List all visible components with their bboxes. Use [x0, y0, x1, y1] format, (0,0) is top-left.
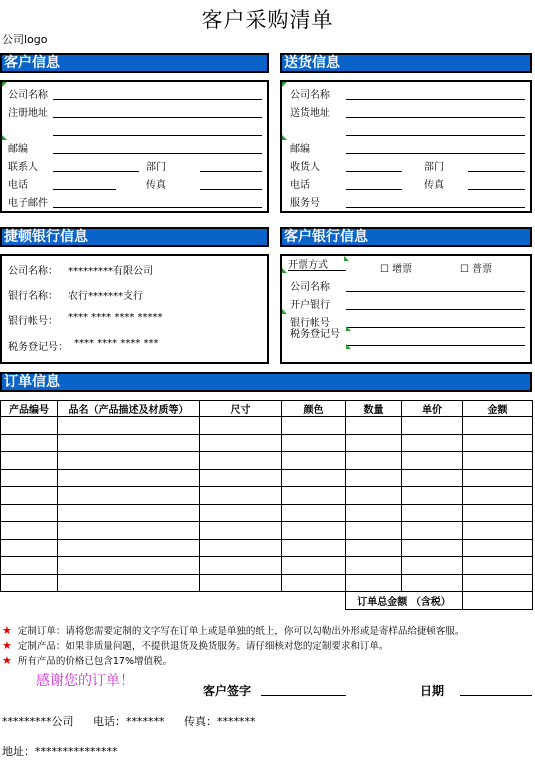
customer-info-box — [0, 80, 269, 213]
note-custom-product — [2, 638, 388, 652]
table-cell[interactable] — [1, 574, 58, 592]
table-cell[interactable] — [402, 487, 463, 505]
note-text: 定制产品：如果非质量问题，不提供退货及换货服务。请仔细核对您的定制要求和订单。 — [17, 641, 389, 652]
customer-email-label: 电子邮件 — [8, 198, 48, 209]
delivery-fax-label: 传真 — [424, 180, 444, 191]
cell-marker — [344, 256, 349, 261]
col-size: 尺寸 — [200, 401, 282, 417]
table-cell[interactable] — [346, 557, 402, 575]
table-cell[interactable] — [463, 574, 533, 592]
col-quantity: 数量 — [346, 401, 402, 417]
table-row — [1, 539, 533, 557]
customer-bank-box — [280, 254, 532, 364]
table-cell[interactable] — [282, 522, 346, 540]
customer-fax-field[interactable] — [200, 189, 262, 190]
table-cell[interactable] — [282, 574, 346, 592]
table-cell[interactable] — [402, 469, 463, 487]
table-cell[interactable] — [58, 469, 200, 487]
footer-company: *********公司 — [2, 715, 74, 728]
invoice-type-field[interactable] — [288, 270, 346, 271]
cbank-tax-field[interactable] — [346, 345, 525, 346]
jiedun-company-label: 公司名称： — [8, 266, 58, 277]
table-cell[interactable] — [58, 487, 200, 505]
customer-address-field-2[interactable] — [53, 135, 262, 136]
customer-zip-label: 邮编 — [8, 144, 28, 155]
table-cell[interactable] — [282, 557, 346, 575]
cell-marker — [2, 135, 7, 140]
table-cell[interactable] — [463, 469, 533, 487]
star-icon: ★ — [2, 624, 12, 637]
customer-address-label: 注册地址 — [8, 108, 48, 119]
col-amount: 金额 — [463, 401, 533, 417]
table-row — [1, 574, 533, 592]
order-total-spacer — [1, 592, 346, 610]
customer-company-field[interactable] — [53, 99, 262, 100]
table-row — [1, 452, 533, 470]
delivery-address-label: 送货地址 — [290, 108, 330, 119]
cbank-tax-label: 税务登记号 — [290, 329, 340, 340]
thank-you-message: 感谢您的订单！ — [36, 673, 134, 689]
table-cell[interactable] — [282, 434, 346, 452]
star-icon: ★ — [2, 654, 12, 667]
table-cell[interactable] — [200, 557, 282, 575]
table-cell[interactable] — [1, 417, 58, 435]
delivery-dept-field[interactable] — [468, 171, 525, 172]
table-cell[interactable] — [58, 504, 200, 522]
note-text: 所有产品的价格已包含17%增值税。 — [17, 656, 172, 667]
table-cell[interactable] — [463, 539, 533, 557]
delivery-company-label: 公司名称 — [290, 90, 330, 101]
table-cell[interactable] — [58, 557, 200, 575]
table-cell[interactable] — [463, 452, 533, 470]
table-cell[interactable] — [463, 417, 533, 435]
invoice-type-label: 开票方式 — [288, 260, 328, 271]
customer-info-header: 客户信息 — [0, 53, 269, 73]
table-cell[interactable] — [58, 434, 200, 452]
table-cell[interactable] — [402, 539, 463, 557]
customer-email-field[interactable] — [53, 207, 262, 208]
table-cell[interactable] — [1, 539, 58, 557]
vat-invoice-checkbox[interactable]: ☐ 增票 — [380, 264, 413, 275]
customer-dept-field[interactable] — [200, 171, 262, 172]
order-total-label: 订单总金额 （含税） — [346, 592, 463, 610]
order-table-header-row — [1, 401, 533, 417]
table-cell[interactable] — [200, 574, 282, 592]
order-info-header: 订单信息 — [0, 372, 532, 392]
jiedun-bank-box — [0, 254, 269, 364]
col-product-name: 品名（产品描述及材质等） — [58, 401, 200, 417]
table-cell[interactable] — [346, 469, 402, 487]
table-cell[interactable] — [200, 504, 282, 522]
customer-contact-field[interactable] — [53, 171, 139, 172]
table-cell[interactable] — [282, 487, 346, 505]
customer-bank-header: 客户银行信息 — [280, 227, 532, 247]
table-cell[interactable] — [282, 452, 346, 470]
jiedun-company-value: *********有限公司 — [68, 266, 153, 277]
order-total-value[interactable] — [463, 592, 533, 610]
jiedun-bank-header: 捷顿银行信息 — [0, 227, 269, 247]
cell-marker — [346, 344, 351, 349]
table-row — [1, 417, 533, 435]
table-cell[interactable] — [346, 522, 402, 540]
table-cell[interactable] — [402, 557, 463, 575]
col-color: 颜色 — [282, 401, 346, 417]
delivery-company-field[interactable] — [346, 99, 525, 100]
table-cell[interactable] — [346, 417, 402, 435]
star-icon: ★ — [2, 639, 12, 652]
delivery-service-field[interactable] — [346, 207, 525, 208]
table-cell[interactable] — [346, 487, 402, 505]
customer-contact-label: 联系人 — [8, 162, 38, 173]
table-cell[interactable] — [1, 504, 58, 522]
table-cell[interactable] — [200, 487, 282, 505]
table-cell[interactable] — [1, 522, 58, 540]
customer-phone-field[interactable] — [53, 189, 116, 190]
table-cell[interactable] — [463, 487, 533, 505]
cell-marker — [282, 309, 287, 314]
table-cell[interactable] — [58, 574, 200, 592]
table-cell[interactable] — [1, 434, 58, 452]
table-cell[interactable] — [346, 539, 402, 557]
jiedun-bank-value: 农行*******支行 — [68, 291, 143, 302]
cbank-company-field[interactable] — [346, 291, 525, 292]
table-cell[interactable] — [58, 417, 200, 435]
delivery-info-box — [280, 80, 532, 213]
jiedun-tax-label: 税务登记号： — [8, 342, 68, 353]
footer-address: 地址：*************** — [2, 745, 118, 758]
footer-phone: 电话：******* — [93, 715, 165, 728]
cell-marker — [346, 326, 351, 331]
delivery-info-header: 送货信息 — [280, 53, 532, 73]
table-cell[interactable] — [200, 539, 282, 557]
table-cell[interactable] — [200, 469, 282, 487]
table-cell[interactable] — [402, 452, 463, 470]
table-cell[interactable] — [282, 469, 346, 487]
delivery-phone-field[interactable] — [346, 189, 402, 190]
page-title: 客户采购清单 — [201, 8, 334, 32]
table-cell[interactable] — [1, 452, 58, 470]
delivery-zip-label: 邮编 — [290, 144, 310, 155]
company-logo-text: 公司logo — [2, 33, 48, 46]
customer-phone-label: 电话 — [8, 180, 28, 191]
delivery-phone-label: 电话 — [290, 180, 310, 191]
table-cell[interactable] — [1, 487, 58, 505]
table-row — [1, 434, 533, 452]
table-cell[interactable] — [402, 417, 463, 435]
table-cell[interactable] — [402, 434, 463, 452]
table-cell[interactable] — [58, 539, 200, 557]
jiedun-tax-value: **** **** **** *** — [74, 338, 159, 349]
customer-company-label: 公司名称 — [8, 90, 48, 101]
date-label: 日期 — [420, 684, 445, 698]
table-cell[interactable] — [346, 434, 402, 452]
customer-dept-label: 部门 — [146, 162, 166, 173]
normal-invoice-checkbox[interactable]: ☐ 普票 — [460, 264, 493, 275]
delivery-address-field-2[interactable] — [346, 135, 525, 136]
table-row — [1, 487, 533, 505]
col-unit-price: 单价 — [402, 401, 463, 417]
customer-fax-label: 传真 — [146, 180, 166, 191]
order-total-row — [1, 592, 533, 610]
vat-invoice-label: 增票 — [392, 264, 413, 275]
cbank-account-label: 银行帐号 — [290, 318, 330, 329]
table-row — [1, 469, 533, 487]
table-cell[interactable] — [1, 557, 58, 575]
table-cell[interactable] — [58, 452, 200, 470]
cell-marker — [282, 268, 287, 273]
table-cell[interactable] — [402, 574, 463, 592]
table-cell[interactable] — [200, 434, 282, 452]
table-cell[interactable] — [282, 539, 346, 557]
customer-zip-field[interactable] — [53, 153, 262, 154]
table-cell[interactable] — [1, 469, 58, 487]
normal-invoice-label: 普票 — [472, 264, 493, 275]
signature-field[interactable] — [261, 695, 346, 696]
table-cell[interactable] — [58, 522, 200, 540]
col-product-code: 产品编号 — [1, 401, 58, 417]
table-cell[interactable] — [200, 417, 282, 435]
delivery-fax-field[interactable] — [468, 189, 525, 190]
table-cell[interactable] — [463, 557, 533, 575]
table-row — [1, 557, 533, 575]
cbank-account-field[interactable] — [346, 327, 525, 328]
jiedun-account-label: 银行帐号： — [8, 316, 58, 327]
jiedun-account-value: **** **** **** ***** — [68, 312, 163, 323]
table-cell[interactable] — [463, 522, 533, 540]
table-cell[interactable] — [200, 452, 282, 470]
signature-label: 客户签字 — [203, 684, 252, 698]
jiedun-bank-label: 银行名称： — [8, 291, 58, 302]
table-cell[interactable] — [402, 522, 463, 540]
delivery-service-label: 服务号 — [290, 198, 320, 209]
table-row — [1, 504, 533, 522]
footer-fax: 传真：******* — [184, 715, 256, 728]
cell-marker — [282, 135, 287, 140]
order-table — [0, 400, 533, 610]
delivery-receiver-label: 收货人 — [290, 162, 320, 173]
cbank-bank-field[interactable] — [346, 309, 525, 310]
table-cell[interactable] — [463, 504, 533, 522]
delivery-dept-label: 部门 — [424, 162, 444, 173]
table-row — [1, 522, 533, 540]
table-cell[interactable] — [346, 574, 402, 592]
note-vat-included — [2, 653, 172, 667]
cbank-bank-label: 开户银行 — [290, 300, 330, 311]
table-cell[interactable] — [282, 504, 346, 522]
delivery-address-field[interactable] — [346, 117, 525, 118]
note-text: 定制订单：请将您需要定制的文字写在订单上或是单独的纸上，你可以勾勒出外形或是寄样品给捷顿客服。 — [17, 626, 465, 637]
delivery-zip-field[interactable] — [346, 153, 525, 154]
cell-marker — [2, 82, 7, 87]
table-cell[interactable] — [200, 522, 282, 540]
cbank-company-label: 公司名称 — [290, 282, 330, 293]
cell-marker — [282, 82, 287, 87]
table-cell[interactable] — [346, 452, 402, 470]
note-custom-order — [2, 623, 464, 637]
footer-contact — [2, 713, 256, 729]
customer-address-field[interactable] — [53, 117, 262, 118]
delivery-receiver-field[interactable] — [346, 171, 402, 172]
table-cell[interactable] — [346, 504, 402, 522]
table-cell[interactable] — [463, 434, 533, 452]
table-cell[interactable] — [402, 504, 463, 522]
table-cell[interactable] — [282, 417, 346, 435]
date-field[interactable] — [460, 695, 532, 696]
